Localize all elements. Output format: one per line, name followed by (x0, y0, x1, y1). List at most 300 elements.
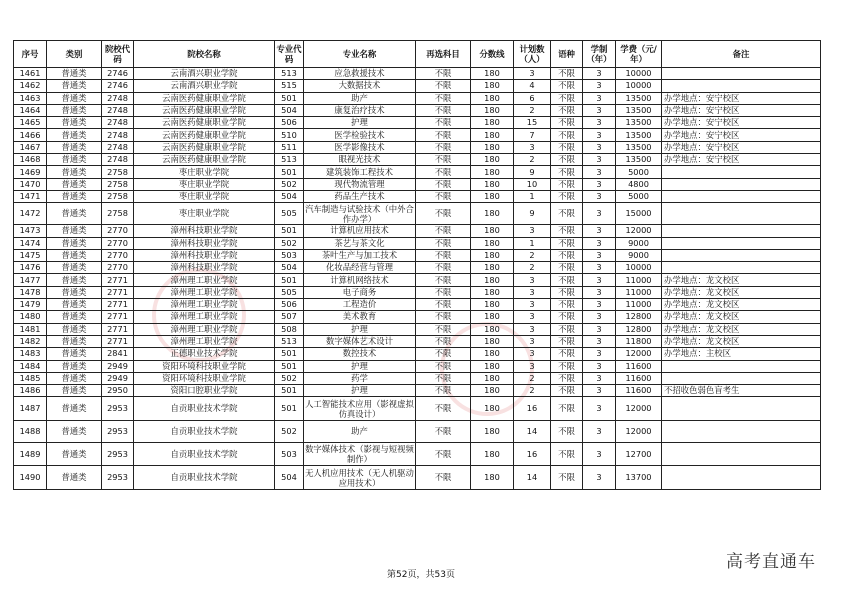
cell-no: 1480 (14, 311, 47, 323)
cell-lang: 不限 (551, 141, 583, 153)
cell-note: 办学地点：安宁校区 (662, 154, 821, 166)
cell-note (662, 420, 821, 442)
cell-note: 办学地点：安宁校区 (662, 117, 821, 129)
cell-lang: 不限 (551, 397, 583, 421)
cell-fee: 12700 (616, 442, 662, 466)
cell-cat: 普通类 (47, 262, 102, 274)
cell-score: 180 (471, 323, 514, 335)
table-row (14, 92, 821, 104)
cell-mcode: 510 (275, 129, 304, 141)
cell-code: 2748 (102, 154, 134, 166)
cell-major: 眼视光技术 (304, 154, 416, 166)
cell-years: 3 (583, 311, 616, 323)
cell-lang: 不限 (551, 299, 583, 311)
cell-cat: 普通类 (47, 68, 102, 80)
table-row (14, 129, 821, 141)
cell-score: 180 (471, 117, 514, 129)
cell-years: 3 (583, 129, 616, 141)
cell-note (662, 225, 821, 237)
header-cell: 备注 (662, 41, 821, 68)
cell-major: 数控技术 (304, 348, 416, 360)
cell-major: 汽车制造与试验技术（中外合作办学） (305, 203, 414, 224)
cell-note (662, 80, 821, 92)
cell-code: 2771 (102, 311, 134, 323)
cell-plan: 2 (514, 154, 551, 166)
cell-lang: 不限 (551, 311, 583, 323)
cell-code: 2953 (102, 397, 134, 421)
cell-cat: 普通类 (47, 80, 102, 92)
cell-subj: 不限 (416, 385, 471, 397)
cell-major: 护理 (304, 117, 416, 129)
cell-fee: 13500 (616, 117, 662, 129)
cell-school: 枣庄职业学院 (134, 178, 275, 190)
table-row (14, 203, 821, 225)
cell-mcode: 504 (275, 104, 304, 116)
cell-mcode: 508 (275, 323, 304, 335)
cell-years: 3 (583, 360, 616, 372)
cell-no: 1488 (14, 420, 47, 442)
cell-mcode: 501 (275, 166, 304, 178)
cell-mcode: 502 (275, 420, 304, 442)
cell-mcode: 507 (275, 311, 304, 323)
cell-no: 1489 (14, 442, 47, 466)
cell-years: 3 (583, 249, 616, 261)
cell-major: 应急救援技术 (304, 68, 416, 80)
table-row (14, 237, 821, 249)
cell-code: 2949 (102, 372, 134, 384)
cell-score: 180 (471, 141, 514, 153)
cell-note (662, 203, 821, 225)
cell-subj: 不限 (416, 141, 471, 153)
cell-lang: 不限 (551, 178, 583, 190)
cell-plan: 3 (514, 348, 551, 360)
cell-cat: 普通类 (47, 117, 102, 129)
cell-subj: 不限 (416, 466, 471, 490)
cell-school: 漳州理工职业学院 (134, 299, 275, 311)
cell-subj: 不限 (416, 178, 471, 190)
cell-school: 云南医药健康职业学院 (134, 104, 275, 116)
cell-plan: 2 (514, 104, 551, 116)
cell-code: 2771 (102, 335, 134, 347)
cell-score: 180 (471, 203, 514, 225)
cell-lang: 不限 (551, 154, 583, 166)
cell-plan: 7 (514, 129, 551, 141)
cell-no: 1476 (14, 262, 47, 274)
cell-cat: 普通类 (47, 92, 102, 104)
table-row (14, 166, 821, 178)
cell-mcode: 513 (275, 154, 304, 166)
cell-note: 办学地点：龙文校区 (662, 323, 821, 335)
cell-cat: 普通类 (47, 335, 102, 347)
cell-cat: 普通类 (47, 249, 102, 261)
cell-plan: 3 (514, 225, 551, 237)
cell-note (662, 178, 821, 190)
table-row (14, 190, 821, 202)
cell-major: 人工智能技术应用（影视虚拟仿真设计） (305, 398, 414, 419)
cell-major: 计算机应用技术 (304, 225, 416, 237)
cell-plan: 6 (514, 92, 551, 104)
cell-plan: 3 (514, 360, 551, 372)
cell-note (662, 360, 821, 372)
cell-code: 2758 (102, 190, 134, 202)
table-row (14, 141, 821, 153)
cell-lang: 不限 (551, 442, 583, 466)
cell-no: 1479 (14, 299, 47, 311)
cell-code: 2748 (102, 117, 134, 129)
cell-fee: 11000 (616, 299, 662, 311)
cell-fee: 13500 (616, 92, 662, 104)
cell-cat: 普通类 (47, 190, 102, 202)
cell-mcode: 511 (275, 141, 304, 153)
cell-cat: 普通类 (47, 323, 102, 335)
cell-lang: 不限 (551, 274, 583, 286)
cell-subj: 不限 (416, 299, 471, 311)
cell-subj: 不限 (416, 274, 471, 286)
table-row (14, 442, 821, 466)
cell-no: 1484 (14, 360, 47, 372)
cell-mcode: 501 (275, 397, 304, 421)
cell-score: 180 (471, 311, 514, 323)
cell-fee: 12000 (616, 397, 662, 421)
cell-lang: 不限 (551, 420, 583, 442)
cell-score: 180 (471, 178, 514, 190)
cell-lang: 不限 (551, 117, 583, 129)
cell-score: 180 (471, 372, 514, 384)
cell-score: 180 (471, 385, 514, 397)
cell-lang: 不限 (551, 335, 583, 347)
cell-subj: 不限 (416, 286, 471, 298)
cell-plan: 3 (514, 286, 551, 298)
table-row (14, 154, 821, 166)
cell-score: 180 (471, 225, 514, 237)
header-cell: 再选科目 (416, 41, 471, 68)
cell-code: 2841 (102, 348, 134, 360)
cell-cat: 普通类 (47, 360, 102, 372)
cell-plan: 3 (514, 335, 551, 347)
cell-no: 1468 (14, 154, 47, 166)
cell-no: 1478 (14, 286, 47, 298)
cell-school: 自贡职业技术学院 (134, 466, 275, 490)
cell-no: 1487 (14, 397, 47, 421)
cell-cat: 普通类 (47, 348, 102, 360)
cell-cat: 普通类 (47, 225, 102, 237)
cell-note (662, 372, 821, 384)
cell-subj: 不限 (416, 335, 471, 347)
cell-lang: 不限 (551, 360, 583, 372)
cell-cat: 普通类 (47, 442, 102, 466)
table-row (14, 68, 821, 80)
cell-no: 1462 (14, 80, 47, 92)
cell-mcode: 506 (275, 299, 304, 311)
cell-fee: 9000 (616, 249, 662, 261)
cell-plan: 4 (514, 80, 551, 92)
cell-no: 1461 (14, 68, 47, 80)
cell-code: 2771 (102, 323, 134, 335)
cell-major: 药品生产技术 (304, 190, 416, 202)
table-row (14, 372, 821, 384)
cell-school: 漳州科技职业学院 (134, 249, 275, 261)
cell-mcode: 513 (275, 68, 304, 80)
cell-note: 办学地点：龙文校区 (662, 335, 821, 347)
cell-major: 工程造价 (304, 299, 416, 311)
cell-plan: 10 (514, 178, 551, 190)
cell-plan: 14 (514, 466, 551, 490)
cell-note: 不招收色弱色盲考生 (662, 385, 821, 397)
table-row (14, 225, 821, 237)
cell-lang: 不限 (551, 225, 583, 237)
header-cell: 类别 (47, 41, 102, 68)
cell-no: 1465 (14, 117, 47, 129)
cell-note (662, 466, 821, 490)
cell-subj: 不限 (416, 311, 471, 323)
cell-major: 电子商务 (304, 286, 416, 298)
brand-watermark: 高考直通车 (726, 552, 816, 572)
cell-years: 3 (583, 335, 616, 347)
cell-note: 办学地点：安宁校区 (662, 141, 821, 153)
cell-plan: 3 (514, 311, 551, 323)
cell-fee: 11600 (616, 385, 662, 397)
cell-plan: 15 (514, 117, 551, 129)
cell-school: 云南医药健康职业学院 (134, 129, 275, 141)
table-row (14, 262, 821, 274)
cell-score: 180 (471, 420, 514, 442)
cell-major: 数字媒体技术（影视与短视频制作） (305, 444, 414, 465)
cell-school: 资阳口腔职业学院 (134, 385, 275, 397)
cell-years: 3 (583, 442, 616, 466)
cell-subj: 不限 (416, 104, 471, 116)
cell-fee: 11000 (616, 286, 662, 298)
cell-lang: 不限 (551, 348, 583, 360)
table-row (14, 397, 821, 421)
cell-years: 3 (583, 154, 616, 166)
cell-subj: 不限 (416, 262, 471, 274)
cell-plan: 2 (514, 249, 551, 261)
cell-subj: 不限 (416, 129, 471, 141)
cell-code: 2770 (102, 237, 134, 249)
cell-major: 美术教育 (304, 311, 416, 323)
cell-score: 180 (471, 129, 514, 141)
cell-score: 180 (471, 166, 514, 178)
cell-lang: 不限 (551, 237, 583, 249)
header-cell: 专业代码 (275, 41, 304, 68)
cell-note: 办学地点：龙文校区 (662, 274, 821, 286)
cell-major: 现代物流管理 (304, 178, 416, 190)
cell-fee: 13700 (616, 466, 662, 490)
cell-no: 1467 (14, 141, 47, 153)
cell-years: 3 (583, 262, 616, 274)
cell-school: 自贡职业技术学院 (134, 420, 275, 442)
cell-code: 2758 (102, 203, 134, 225)
cell-mcode: 505 (275, 203, 304, 225)
cell-fee: 5000 (616, 166, 662, 178)
cell-mcode: 501 (275, 92, 304, 104)
cell-code: 2748 (102, 92, 134, 104)
cell-major: 医学影像技术 (304, 141, 416, 153)
cell-major: 茶艺与茶文化 (304, 237, 416, 249)
cell-mcode: 503 (275, 249, 304, 261)
cell-code: 2758 (102, 166, 134, 178)
cell-code: 2748 (102, 129, 134, 141)
cell-note (662, 262, 821, 274)
cell-mcode: 501 (275, 385, 304, 397)
cell-code: 2950 (102, 385, 134, 397)
cell-fee: 12000 (616, 225, 662, 237)
cell-mcode: 515 (275, 80, 304, 92)
header-cell: 专业名称 (304, 41, 416, 68)
cell-plan: 16 (514, 397, 551, 421)
cell-school: 自贡职业技术学院 (134, 397, 275, 421)
cell-score: 180 (471, 249, 514, 261)
cell-fee: 12000 (616, 348, 662, 360)
cell-score: 180 (471, 397, 514, 421)
header-cell: 分数线 (471, 41, 514, 68)
admission-plan-table (13, 40, 821, 490)
cell-score: 180 (471, 104, 514, 116)
cell-school: 枣庄职业学院 (134, 166, 275, 178)
table-row (14, 299, 821, 311)
cell-code: 2771 (102, 299, 134, 311)
cell-major: 护理 (304, 360, 416, 372)
cell-mcode: 501 (275, 348, 304, 360)
cell-years: 3 (583, 286, 616, 298)
cell-plan: 2 (514, 372, 551, 384)
cell-major: 大数据技术 (304, 80, 416, 92)
cell-mcode: 502 (275, 237, 304, 249)
cell-major: 计算机网络技术 (304, 274, 416, 286)
cell-code: 2746 (102, 80, 134, 92)
cell-years: 3 (583, 466, 616, 490)
cell-no: 1486 (14, 385, 47, 397)
cell-fee: 12800 (616, 323, 662, 335)
cell-subj: 不限 (416, 237, 471, 249)
cell-fee: 12000 (616, 420, 662, 442)
cell-lang: 不限 (551, 203, 583, 225)
cell-subj: 不限 (416, 203, 471, 225)
cell-major: 助产 (304, 420, 416, 442)
cell-school: 云南酒兴职业学院 (134, 68, 275, 80)
cell-school: 枣庄职业学院 (134, 203, 275, 225)
cell-score: 180 (471, 154, 514, 166)
cell-no: 1477 (14, 274, 47, 286)
header-cell: 序号 (14, 41, 47, 68)
cell-cat: 普通类 (47, 166, 102, 178)
cell-major: 康复治疗技术 (304, 104, 416, 116)
cell-plan: 9 (514, 203, 551, 225)
cell-subj: 不限 (416, 190, 471, 202)
cell-score: 180 (471, 466, 514, 490)
cell-lang: 不限 (551, 129, 583, 141)
cell-code: 2771 (102, 286, 134, 298)
table-header-row (14, 41, 821, 68)
cell-subj: 不限 (416, 117, 471, 129)
cell-code: 2770 (102, 262, 134, 274)
table-row (14, 348, 821, 360)
cell-plan: 1 (514, 237, 551, 249)
cell-years: 3 (583, 420, 616, 442)
cell-mcode: 501 (275, 360, 304, 372)
cell-years: 3 (583, 372, 616, 384)
cell-note (662, 442, 821, 466)
admission-plan-table-wrapper (13, 40, 820, 490)
cell-fee: 4800 (616, 178, 662, 190)
cell-fee: 15000 (616, 203, 662, 225)
cell-code: 2949 (102, 360, 134, 372)
cell-code: 2748 (102, 104, 134, 116)
cell-code: 2758 (102, 178, 134, 190)
cell-score: 180 (471, 360, 514, 372)
cell-score: 180 (471, 190, 514, 202)
cell-no: 1475 (14, 249, 47, 261)
cell-fee: 11600 (616, 360, 662, 372)
cell-school: 漳州理工职业学院 (134, 274, 275, 286)
table-row (14, 274, 821, 286)
cell-school: 资阳环境科技职业学院 (134, 372, 275, 384)
cell-school: 漳州科技职业学院 (134, 237, 275, 249)
cell-plan: 3 (514, 68, 551, 80)
cell-no: 1470 (14, 178, 47, 190)
cell-plan: 2 (514, 385, 551, 397)
cell-plan: 9 (514, 166, 551, 178)
cell-subj: 不限 (416, 323, 471, 335)
cell-years: 3 (583, 274, 616, 286)
cell-fee: 13500 (616, 141, 662, 153)
cell-years: 3 (583, 299, 616, 311)
cell-score: 180 (471, 262, 514, 274)
cell-mcode: 513 (275, 335, 304, 347)
cell-school: 枣庄职业学院 (134, 190, 275, 202)
cell-years: 3 (583, 323, 616, 335)
cell-lang: 不限 (551, 372, 583, 384)
cell-no: 1483 (14, 348, 47, 360)
cell-no: 1463 (14, 92, 47, 104)
cell-school: 漳州理工职业学院 (134, 323, 275, 335)
cell-score: 180 (471, 286, 514, 298)
cell-mcode: 501 (275, 274, 304, 286)
cell-major: 无人机应用技术（无人机驱动应用技术） (305, 467, 414, 488)
cell-fee: 10000 (616, 262, 662, 274)
cell-note (662, 397, 821, 421)
cell-cat: 普通类 (47, 104, 102, 116)
cell-plan: 2 (514, 262, 551, 274)
cell-subj: 不限 (416, 348, 471, 360)
header-cell: 学制（年） (583, 41, 616, 68)
cell-lang: 不限 (551, 249, 583, 261)
cell-cat: 普通类 (47, 141, 102, 153)
cell-code: 2746 (102, 68, 134, 80)
cell-major: 助产 (304, 92, 416, 104)
cell-years: 3 (583, 80, 616, 92)
cell-major: 建筑装饰工程技术 (304, 166, 416, 178)
cell-mcode: 504 (275, 190, 304, 202)
cell-score: 180 (471, 237, 514, 249)
cell-cat: 普通类 (47, 420, 102, 442)
cell-fee: 12800 (616, 311, 662, 323)
cell-school: 正德职业技术学院 (134, 348, 275, 360)
cell-school: 漳州理工职业学院 (134, 311, 275, 323)
cell-cat: 普通类 (47, 237, 102, 249)
table-row (14, 466, 821, 490)
cell-note: 办学地点：安宁校区 (662, 104, 821, 116)
cell-years: 3 (583, 190, 616, 202)
cell-lang: 不限 (551, 80, 583, 92)
cell-mcode: 506 (275, 117, 304, 129)
cell-cat: 普通类 (47, 311, 102, 323)
cell-cat: 普通类 (47, 466, 102, 490)
cell-fee: 11800 (616, 335, 662, 347)
cell-subj: 不限 (416, 372, 471, 384)
cell-school: 漳州理工职业学院 (134, 286, 275, 298)
table-row (14, 286, 821, 298)
